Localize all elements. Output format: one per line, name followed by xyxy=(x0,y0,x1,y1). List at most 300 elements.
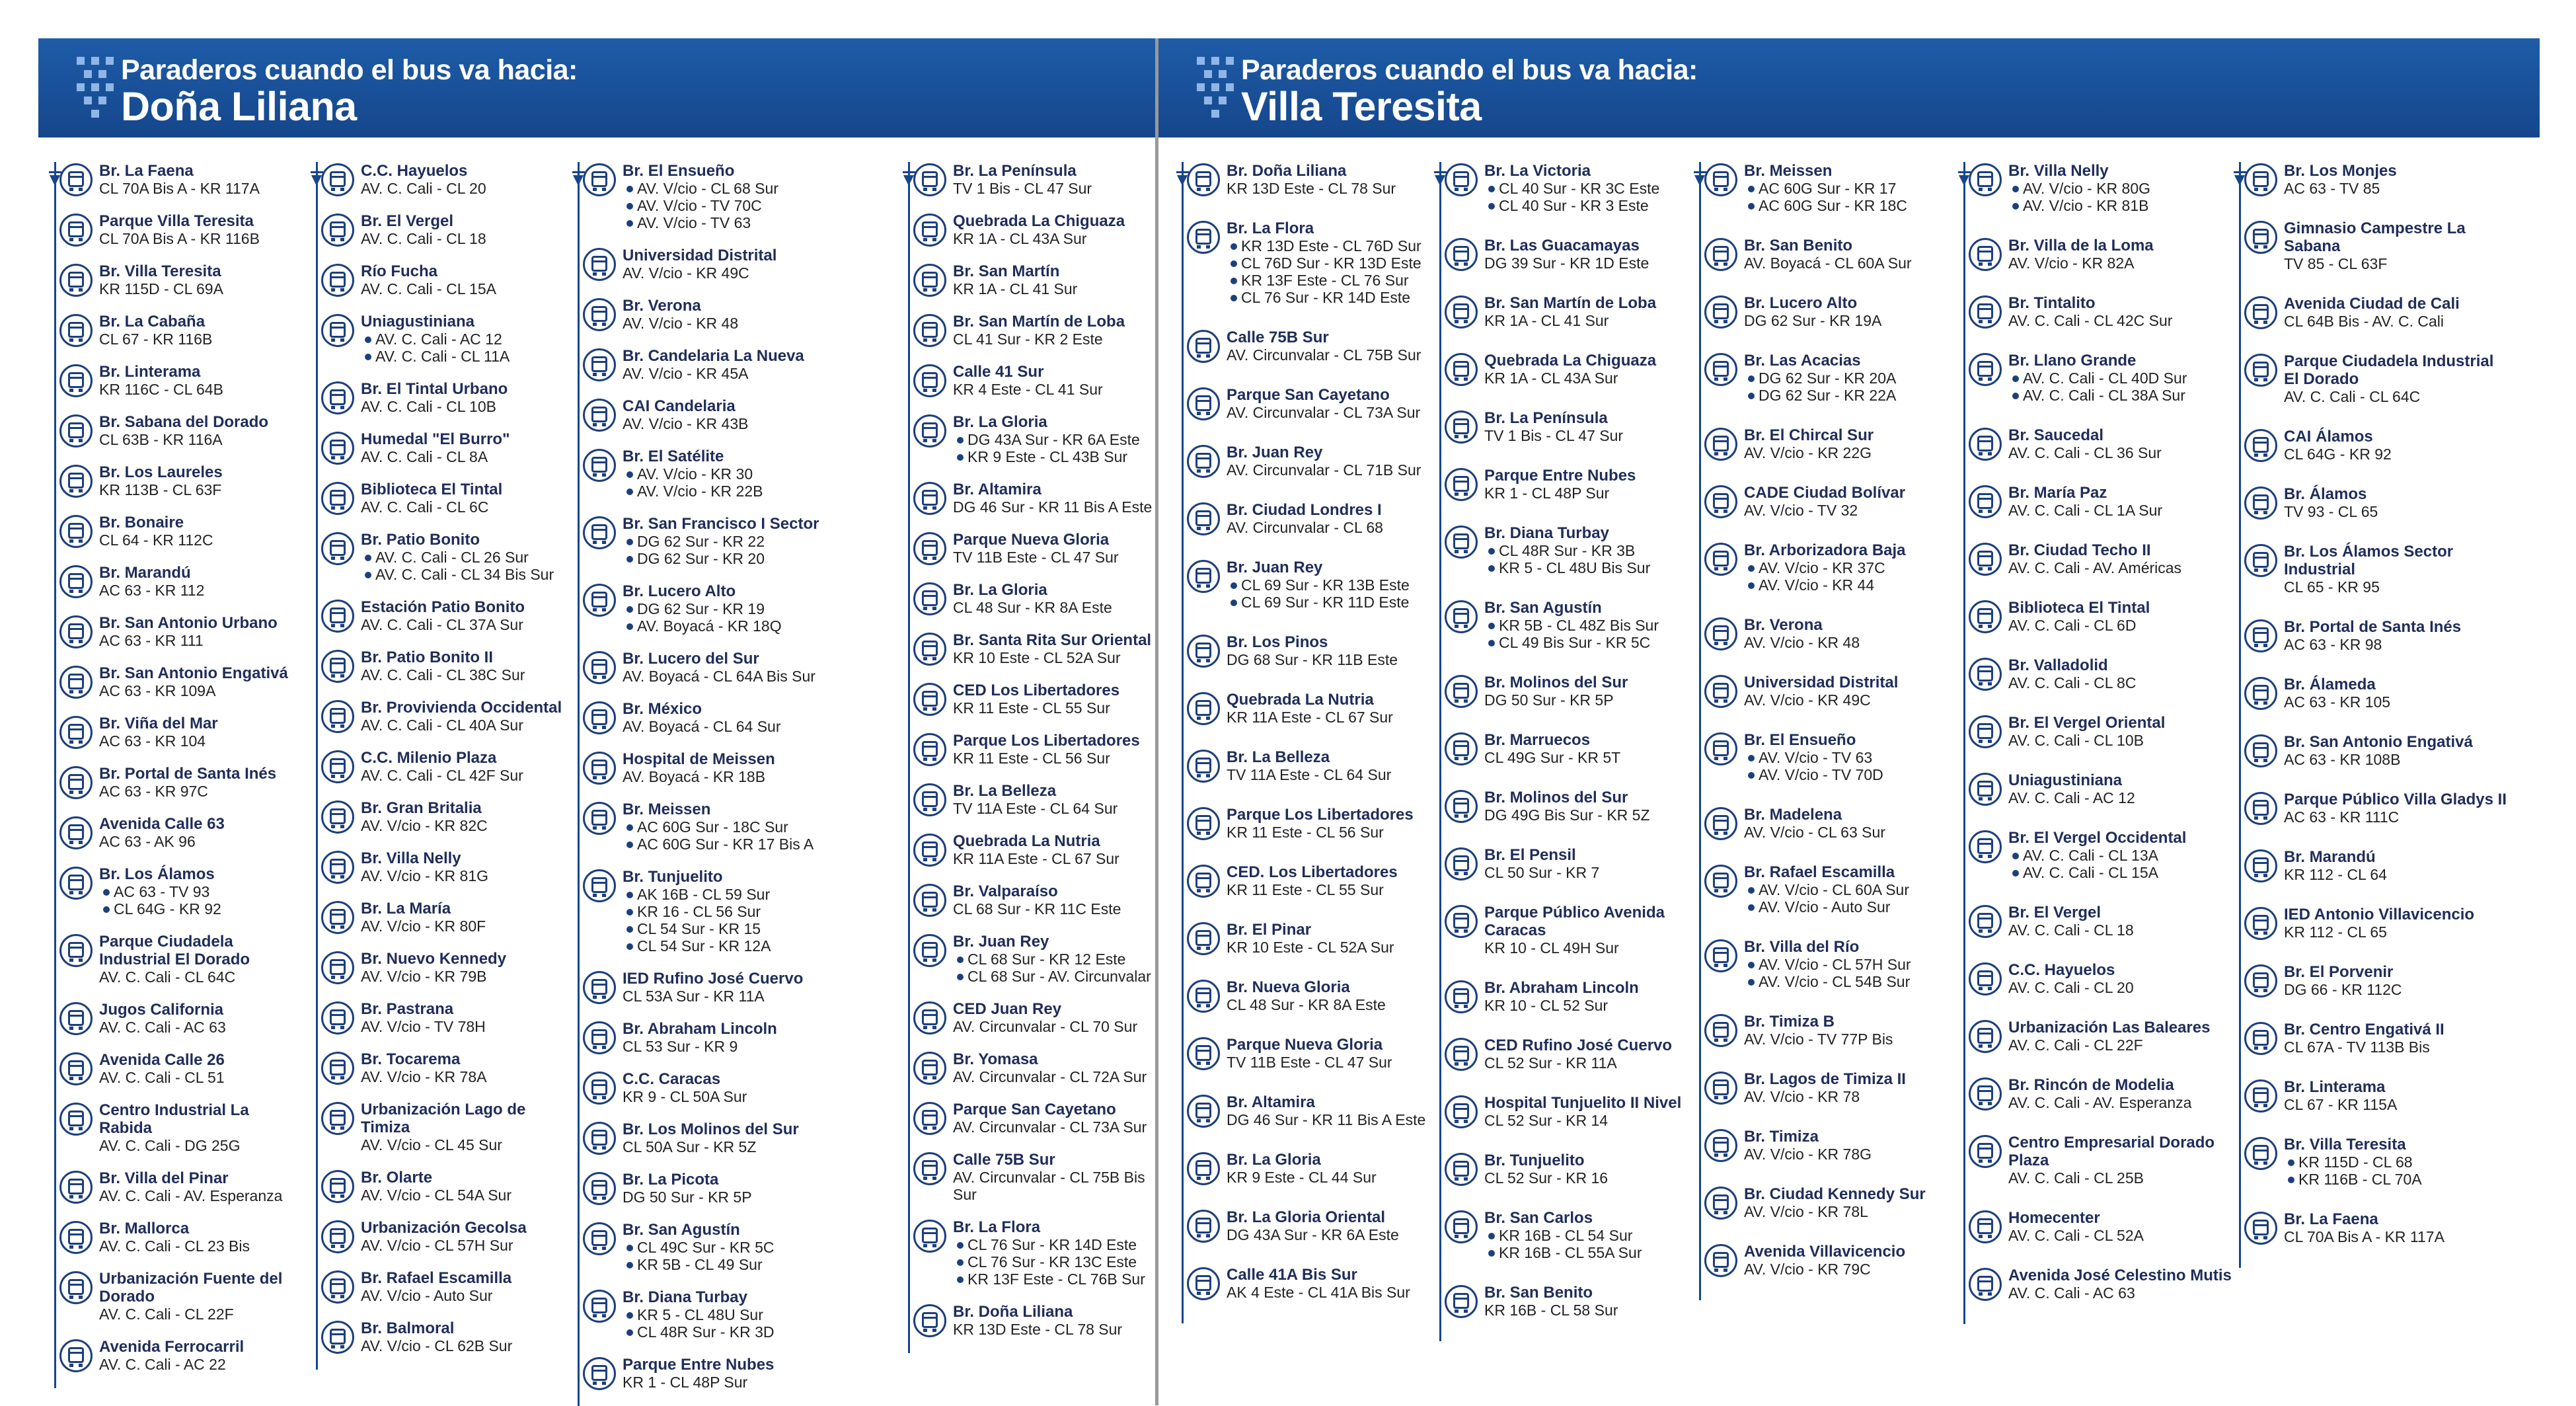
stop-item xyxy=(48,1001,305,1036)
stop-address: AV. V/cio - KR 79C xyxy=(1744,1261,1871,1278)
stop-item xyxy=(571,448,901,500)
stop-item xyxy=(48,1338,305,1373)
stop-item xyxy=(1433,467,1690,502)
stop-item xyxy=(2232,1078,2510,1113)
bus-stop-icon xyxy=(59,214,93,247)
stop-name: Br. Juan Rey xyxy=(1227,559,1323,576)
stop-name: Br. Villa Nelly xyxy=(2008,162,2109,180)
stop-item xyxy=(1957,484,2232,519)
stop-item xyxy=(1175,978,1433,1013)
stop-address-bullet: AV. V/cio - KR 44 xyxy=(1744,576,1957,594)
stop-name: Br. Candelaria La Nueva xyxy=(623,347,804,365)
bus-stop-icon xyxy=(583,1021,616,1054)
stop-address: AV. C. Cali - AC 63 xyxy=(2008,1284,2135,1302)
stop-name: Br. Rafael Escamilla xyxy=(1744,863,1895,881)
stop-name: Br. Nueva Gloria xyxy=(1227,978,1350,996)
stop-name: Br. El Ensueño xyxy=(623,162,735,180)
stop-name: Centro Industrial La Rabida xyxy=(99,1101,249,1137)
stop-name: Parque Ciudadela Industrial El Dorado xyxy=(99,933,250,968)
bus-stop-icon xyxy=(1969,715,2002,748)
stop-address: DG 68 Sur - KR 11B Este xyxy=(1227,651,1398,668)
stop-item xyxy=(1957,904,2232,939)
stop-name: Br. Diana Turbay xyxy=(623,1288,747,1306)
bus-stop-icon xyxy=(583,1357,616,1390)
stop-item xyxy=(1692,1185,1957,1220)
stop-name: Br. El Vergel Oriental xyxy=(2008,714,2166,732)
stop-address: KR 16B - CL 58 Sur xyxy=(1484,1302,1618,1319)
stop-item xyxy=(1957,599,2232,634)
header-villa-teresita xyxy=(1158,38,2540,137)
bus-stop-icon xyxy=(321,1001,354,1035)
bus-stop-icon xyxy=(1445,732,1478,765)
bus-stop-icon xyxy=(59,1339,93,1372)
stop-item xyxy=(309,1219,567,1254)
stop-address: AV. V/cio - KR 45A xyxy=(623,365,749,382)
bus-stop-icon xyxy=(321,901,354,934)
stop-name: Avenida Calle 63 xyxy=(99,815,225,833)
stop-name: Br. Molinos del Sur xyxy=(1484,789,1628,806)
stop-name: Br. La Flora xyxy=(1227,219,1314,237)
stop-name: Br. Centro Engativá II xyxy=(2284,1021,2444,1038)
stop-address-bullet: CL 49 Bis Sur - KR 5C xyxy=(1484,634,1690,651)
stop-address: AV. V/cio - KR 49C xyxy=(623,264,749,282)
stop-item xyxy=(309,598,567,633)
stop-name: Br. Pastrana xyxy=(361,1000,454,1018)
stop-address-bullet: AV. V/cio - Auto Sur xyxy=(1744,898,1957,916)
stop-item xyxy=(1175,1208,1433,1243)
stop-name: Br. Lucero del Sur xyxy=(623,650,759,668)
bus-stop-icon xyxy=(1969,1210,2002,1243)
stop-address: KR 10 Este - CL 52A Sur xyxy=(1227,939,1394,956)
stop-name: Br. Las Acacias xyxy=(1744,352,1861,370)
stop-address: TV 11B Este - CL 47 Sur xyxy=(953,549,1119,566)
stop-name: Br. Marandú xyxy=(99,564,191,582)
stop-item xyxy=(571,1070,901,1105)
stop-name: Br. La Cabaña xyxy=(99,313,206,331)
stop-name: Br. San Martín de Loba xyxy=(953,313,1125,331)
stop-name: Br. San Agustín xyxy=(1484,599,1602,617)
stop-address: AV. V/cio - KR 82C xyxy=(361,817,488,834)
stop-address: CL 70A Bis A - KR 117A xyxy=(99,180,260,197)
stop-item xyxy=(901,413,1155,465)
stop-name: Br. Las Guacamayas xyxy=(1484,237,1640,254)
bus-stop-icon xyxy=(1969,1268,2002,1301)
stop-name: Br. San Carlos xyxy=(1484,1209,1593,1227)
stop-address: AV. Boyacá - CL 60A Sur xyxy=(1744,254,1912,272)
bus-stop-icon xyxy=(321,700,354,733)
stop-item xyxy=(1175,329,1433,364)
stop-address: AC 63 - TV 85 xyxy=(2284,180,2380,197)
stop-name: Br. San Martín de Loba xyxy=(1484,294,1657,312)
stop-item xyxy=(571,397,901,432)
stop-name: Br. La Picota xyxy=(623,1171,719,1189)
stop-address: KR 113B - CL 63F xyxy=(99,481,222,498)
bus-stop-icon xyxy=(59,1271,93,1304)
stop-address-bullet: AV. V/cio - TV 70C xyxy=(623,197,901,214)
stop-address: DG 50 Sur - KR 5P xyxy=(1484,691,1614,709)
stop-address-bullet: AC 63 - TV 93 xyxy=(99,883,305,900)
bus-stop-icon xyxy=(2244,619,2277,652)
stop-item xyxy=(309,849,567,884)
stop-item xyxy=(309,749,567,784)
stop-item xyxy=(571,582,901,635)
stop-address: CL 70A Bis A - KR 116B xyxy=(99,230,260,247)
stop-address: TV 1 Bis - CL 47 Sur xyxy=(953,180,1092,197)
stop-item xyxy=(901,481,1155,516)
stop-name: Jugos California xyxy=(99,1001,224,1019)
stop-item xyxy=(571,1356,901,1391)
stop-item xyxy=(309,648,567,683)
stop-name: Br. Molinos del Sur xyxy=(1484,674,1628,691)
stop-address: AV. C. Cali - CL 64C xyxy=(99,968,236,986)
stop-address: AV. C. Cali - CL 22F xyxy=(99,1306,234,1323)
stop-address: AV. C. Cali - CL 25B xyxy=(2008,1169,2144,1187)
stop-address: CL 67 - KR 115A xyxy=(2284,1096,2398,1113)
bus-stop-icon xyxy=(321,1220,354,1253)
bus-stop-icon xyxy=(59,1221,93,1254)
stop-name: Uniagustiniana xyxy=(361,313,475,331)
stop-item xyxy=(1692,1128,1957,1163)
bus-stop-icon xyxy=(59,163,93,196)
stop-item xyxy=(901,581,1155,616)
stop-item xyxy=(1957,656,2232,691)
bus-stop-icon xyxy=(1969,773,2002,806)
bus-stop-icon xyxy=(1704,1244,1737,1277)
stop-name: Br. Portal de Santa Inés xyxy=(99,765,277,783)
bus-stop-icon xyxy=(913,934,946,967)
stop-address: CL 53A Sur - KR 11A xyxy=(623,988,765,1005)
stop-address-bullet: AV. V/cio - KR 30 xyxy=(623,465,901,483)
bus-stop-icon xyxy=(321,163,354,196)
stop-address-bullet: AV. V/cio - KR 80G xyxy=(2008,180,2232,197)
stop-item xyxy=(571,515,901,567)
bus-stop-icon xyxy=(59,1052,93,1085)
stop-name: Br. Abraham Lincoln xyxy=(623,1020,777,1038)
stop-address: CL 70A Bis A - KR 117A xyxy=(2284,1228,2444,1245)
stop-address: KR 112 - CL 65 xyxy=(2284,923,2387,941)
stop-address: CL 63B - KR 116A xyxy=(99,431,223,448)
stop-address: AV. C. Cali - CL 10B xyxy=(361,398,496,415)
stop-item xyxy=(901,882,1155,918)
stop-item xyxy=(901,1000,1155,1035)
bus-stop-icon xyxy=(1445,468,1478,501)
bus-stop-icon xyxy=(321,650,354,683)
stop-address: DG 46 Sur - KR 11 Bis A Este xyxy=(953,498,1153,516)
stop-address: DG 66 - KR 112C xyxy=(2284,981,2402,998)
bus-stop-icon xyxy=(583,1072,616,1105)
bus-stop-icon xyxy=(583,651,616,684)
stop-name: Br. La Faena xyxy=(99,162,194,180)
stop-address: AV. V/cio - CL 45 Sur xyxy=(361,1136,502,1153)
stop-address-bullet: AV. V/cio - CL 60A Sur xyxy=(1744,881,1957,898)
stop-name: Br. Rincón de Modelia xyxy=(2008,1076,2174,1094)
stop-item xyxy=(901,732,1155,767)
stop-address-bullet: AV. V/cio - KR 22B xyxy=(623,483,901,500)
stop-name: Br. San Antonio Engativá xyxy=(2284,733,2473,751)
stop-name: Parque Ciudadela Industrial El Dorado xyxy=(2284,352,2494,388)
stop-address: AV. C. Cali - CL 42F Sur xyxy=(361,767,523,784)
stop-address: KR 10 - CL 49H Sur xyxy=(1484,939,1619,957)
stop-address-bullet: CL 40 Sur - KR 3 Este xyxy=(1484,197,1690,214)
stop-address: CL 50 Sur - KR 7 xyxy=(1484,864,1600,881)
bus-stop-icon xyxy=(1704,675,1737,708)
stop-name: Uniagustiniana xyxy=(2008,771,2123,789)
bus-stop-icon xyxy=(59,766,93,799)
stop-address: CL 52 Sur - KR 14 xyxy=(1484,1112,1609,1129)
stop-name: Br. Meissen xyxy=(623,801,711,818)
stop-item xyxy=(1175,921,1433,956)
stop-name: Br. Olarte xyxy=(361,1169,433,1187)
stop-address: AV. V/cio - KR 48 xyxy=(1744,634,1860,651)
stop-address: AV. C. Cali - AC 63 xyxy=(99,1019,226,1036)
stop-name: Quebrada La Nutria xyxy=(1227,691,1374,709)
stop-address-bullet: KR 5 - CL 48U Sur xyxy=(623,1306,901,1323)
bus-stop-icon xyxy=(1445,410,1478,444)
bus-stop-icon xyxy=(1704,1187,1737,1220)
stop-item xyxy=(1175,559,1433,611)
stop-address: CL 41 Sur - KR 2 Este xyxy=(953,331,1103,348)
stop-item xyxy=(309,481,567,516)
bus-stop-icon xyxy=(1969,1135,2002,1168)
stop-name: Br. El Vergel xyxy=(2008,904,2102,921)
stop-item xyxy=(1957,714,2232,749)
stop-item xyxy=(1175,691,1433,726)
stop-address: AV. C. Cali - AC 12 xyxy=(2008,789,2135,806)
stop-name: Br. San Francisco I Sector xyxy=(623,515,819,533)
bus-stop-icon xyxy=(1969,962,2002,996)
bus-stop-icon xyxy=(2244,296,2277,329)
stop-item xyxy=(901,212,1155,247)
stop-address: CL 67 - KR 116B xyxy=(99,331,213,348)
stop-name: Quebrada La Chiguaza xyxy=(953,212,1125,230)
stop-address-bullet: AV. C. Cali - CL 11A xyxy=(361,348,567,365)
stop-address: AV. C. Cali - AV. Esperanza xyxy=(99,1187,283,1204)
stop-name: Br. Diana Turbay xyxy=(1484,524,1609,542)
bus-stop-icon xyxy=(583,399,616,432)
bus-stop-icon xyxy=(583,701,616,734)
stop-address-bullet: KR 115D - CL 68 xyxy=(2284,1153,2510,1171)
stop-address-bullet: AV. C. Cali - CL 13A xyxy=(2008,847,2232,864)
bus-stop-icon xyxy=(1969,295,2002,329)
stop-item xyxy=(48,715,305,750)
bus-stop-icon xyxy=(2244,964,2277,997)
stop-address: AV. C. Cali - CL 18 xyxy=(361,230,486,247)
stop-address-bullet: CL 76 Sur - KR 14D Este xyxy=(1227,289,1433,306)
bus-stop-icon xyxy=(1969,428,2002,461)
stop-name: Br. Álameda xyxy=(2284,676,2376,693)
stop-name: Urbanización Gecolsa xyxy=(361,1219,527,1237)
stop-address: AV. V/cio - CL 57H Sur xyxy=(361,1237,513,1254)
stop-item xyxy=(309,1169,567,1204)
stop-address-bullet: CL 48R Sur - KR 3B xyxy=(1484,542,1690,559)
header-subtitle: Paraderos cuando el bus va hacia: xyxy=(1241,54,1698,86)
stop-address: KR 11A Este - CL 67 Sur xyxy=(1227,709,1393,726)
stop-address-bullet: KR 13F Este - CL 76B Sur xyxy=(953,1270,1155,1288)
stop-item xyxy=(1692,541,1957,594)
stop-address: AV. C. Cali - AV. Esperanza xyxy=(2008,1094,2192,1111)
stop-address: TV 11A Este - CL 64 Sur xyxy=(953,800,1118,817)
stop-item xyxy=(901,832,1155,867)
bus-stop-icon xyxy=(913,163,946,196)
stop-item xyxy=(1957,1209,2232,1244)
stop-item xyxy=(2232,543,2510,596)
stop-name: Br. El Pinar xyxy=(1227,921,1312,939)
bus-stop-icon xyxy=(1969,658,2002,691)
stop-name: Br. Ciudad Kennedy Sur xyxy=(1744,1185,1926,1203)
stop-address: AV. V/cio - KR 48 xyxy=(623,315,739,332)
stop-address: AV. V/cio - KR 78G xyxy=(1744,1146,1872,1163)
stop-name: Br. María Paz xyxy=(2008,484,2107,502)
stops-column-3 xyxy=(571,162,901,1406)
bus-stop-icon xyxy=(1445,163,1478,196)
stop-name: Br. Mallorca xyxy=(99,1220,190,1237)
bus-stop-icon xyxy=(1969,485,2002,518)
stop-item xyxy=(1175,633,1433,668)
bus-stop-icon xyxy=(1187,221,1220,254)
stop-address: KR 1A - CL 43A Sur xyxy=(1484,370,1618,387)
stop-name: Parque Público Avenida Caracas xyxy=(1484,904,1665,939)
stop-item xyxy=(1957,352,2232,404)
stop-address-bullet: AV. V/cio - TV 63 xyxy=(1744,749,1957,766)
stop-address: AV. Circunvalar - CL 73A Sur xyxy=(1227,404,1421,421)
stop-item xyxy=(571,162,901,231)
bus-stop-icon xyxy=(913,1220,946,1253)
stop-item xyxy=(1175,501,1433,536)
stop-item xyxy=(2232,848,2510,883)
stop-name: Br. Abraham Lincoln xyxy=(1484,979,1639,997)
bus-stop-icon xyxy=(1704,939,1737,972)
stop-name: Br. Villa del Río xyxy=(1744,938,1860,956)
stop-name: IED Rufino José Cuervo xyxy=(623,970,804,988)
stop-address: AV. V/cio - KR 22G xyxy=(1744,444,1872,461)
bus-stop-icon xyxy=(1704,1129,1737,1162)
stop-address: TV 1 Bis - CL 47 Sur xyxy=(1484,427,1624,444)
bus-stop-icon xyxy=(913,884,946,917)
bus-stop-icon xyxy=(1187,1095,1220,1128)
stop-address: KR 13D Este - CL 78 Sur xyxy=(953,1321,1123,1338)
stop-item xyxy=(1433,162,1690,214)
bus-stop-icon xyxy=(583,516,616,549)
stop-name: Quebrada La Chiguaza xyxy=(1484,352,1657,370)
stop-name: Br. Villa del Pinar xyxy=(99,1169,229,1187)
stop-address-bullet: AV. V/cio - CL 54B Sur xyxy=(1744,973,1957,990)
bus-stop-icon xyxy=(913,633,946,666)
stop-name: Biblioteca El Tintal xyxy=(2008,599,2150,617)
stop-name: Br. La Península xyxy=(953,162,1077,180)
stop-address: KR 10 - CL 52 Sur xyxy=(1484,997,1609,1014)
bus-stop-icon xyxy=(321,264,354,297)
stop-name: Br. Los Molinos del Sur xyxy=(623,1120,799,1138)
stop-address: DG 49G Bis Sur - KR 5Z xyxy=(1484,806,1650,824)
bus-stop-icon xyxy=(1704,163,1737,196)
stop-item xyxy=(1433,409,1690,444)
stop-address: KR 1A - CL 43A Sur xyxy=(953,230,1087,247)
stop-name: Br. Doña Liliana xyxy=(953,1303,1073,1321)
stop-name: Avenida Ferrocarril xyxy=(99,1338,245,1356)
stop-item xyxy=(1433,846,1690,881)
stop-name: Calle 41A Bis Sur xyxy=(1227,1266,1357,1284)
header-destination: Doña Liliana xyxy=(121,84,357,129)
stop-name: Br. Patio Bonito xyxy=(361,531,480,549)
stop-name: Br. Timiza B xyxy=(1744,1013,1835,1031)
bus-stop-icon xyxy=(913,1052,946,1085)
stop-name: Centro Empresarial Dorado Plaza xyxy=(2008,1134,2215,1169)
stop-item xyxy=(1433,731,1690,766)
stop-name: Br. Portal de Santa Inés xyxy=(2284,618,2462,636)
bus-stop-icon xyxy=(321,801,354,834)
stop-item xyxy=(2232,428,2510,463)
stop-name: Br. Tunjuelito xyxy=(1484,1152,1585,1169)
stop-address: AV. V/cio - KR 49C xyxy=(1744,691,1871,709)
stop-name: Parque Los Libertadores xyxy=(1227,806,1414,824)
stop-item xyxy=(1957,1076,2232,1111)
stop-address-bullet: CL 49C Sur - KR 5C xyxy=(623,1239,901,1256)
stops-column-4 xyxy=(1957,162,2232,1324)
stop-address-bullet: AC 60G Sur - KR 17 Bis A xyxy=(623,836,901,853)
bus-stop-icon xyxy=(2244,1022,2277,1055)
bus-stop-icon xyxy=(59,1171,93,1204)
bus-stop-icon xyxy=(59,515,93,548)
stop-address: AV. V/cio - KR 79B xyxy=(361,968,487,985)
stop-item xyxy=(571,1020,901,1055)
bus-stop-icon xyxy=(321,432,354,465)
stop-name: Br. Timiza xyxy=(1744,1128,1819,1146)
stop-address: AV. C. Cali - AV. Américas xyxy=(2008,559,2182,576)
stop-address: AV. C. Cali - CL 23 Bis xyxy=(99,1237,250,1255)
stop-address: AV. V/cio - CL 63 Sur xyxy=(1744,824,1885,841)
stop-item xyxy=(1692,352,1957,404)
stop-address-bullet: DG 62 Sur - KR 20A xyxy=(1744,370,1957,387)
stop-name: Br. La Gloria Oriental xyxy=(1227,1208,1386,1226)
stop-address: AV. C. Cali - CL 20 xyxy=(361,180,486,197)
stop-address-bullet: DG 62 Sur - KR 19 xyxy=(623,600,901,617)
bus-stop-icon xyxy=(321,1170,354,1203)
stop-address: AV. Circunvalar - CL 73A Sur xyxy=(953,1118,1147,1136)
stop-address-bullet: AC 60G Sur - KR 17 xyxy=(1744,180,1957,197)
stop-item xyxy=(2232,1136,2510,1188)
stop-name: CED Juan Rey xyxy=(953,1000,1062,1018)
bus-stop-icon xyxy=(913,264,946,297)
stop-address-bullet: CL 40 Sur - KR 3C Este xyxy=(1484,180,1690,197)
bus-stop-icon xyxy=(59,1103,93,1136)
bus-stop-icon xyxy=(1445,1285,1478,1318)
stop-item xyxy=(48,564,305,599)
stop-address: AV. C. Cali - CL 51 xyxy=(99,1069,225,1086)
bus-stop-icon xyxy=(1704,543,1737,576)
stop-address: AV. Circunvalar - CL 71B Sur xyxy=(1227,461,1421,479)
stop-address: CL 64 - KR 112C xyxy=(99,531,213,549)
bus-stop-icon xyxy=(59,414,93,448)
stop-address: AV. Boyacá - KR 18B xyxy=(623,768,766,785)
stop-address: DG 62 Sur - KR 19A xyxy=(1744,312,1882,329)
stop-address: AV. V/cio - TV 78H xyxy=(361,1018,486,1035)
stop-address: KR 13D Este - CL 78 Sur xyxy=(1227,180,1396,197)
stop-name: Br. El Satélite xyxy=(623,448,724,465)
stop-name: Br. Rafael Escamilla xyxy=(361,1269,512,1287)
stop-name: Br. El Pensil xyxy=(1484,846,1576,864)
stop-name: Universidad Distrital xyxy=(623,247,777,264)
stop-item xyxy=(1957,541,2232,576)
stop-address-bullet: AV. V/cio - TV 70D xyxy=(1744,766,1957,783)
bus-stop-icon xyxy=(321,951,354,984)
stop-item xyxy=(1433,979,1690,1014)
stop-address: TV 93 - CL 65 xyxy=(2284,503,2378,520)
stop-name: Br. Llano Grande xyxy=(2008,352,2137,370)
bus-stop-icon xyxy=(2244,429,2277,462)
bus-stop-icon xyxy=(321,750,354,783)
stop-address: AV. C. Cali - CL 40A Sur xyxy=(361,717,523,734)
stop-name: Br. Marandú xyxy=(2284,848,2376,866)
